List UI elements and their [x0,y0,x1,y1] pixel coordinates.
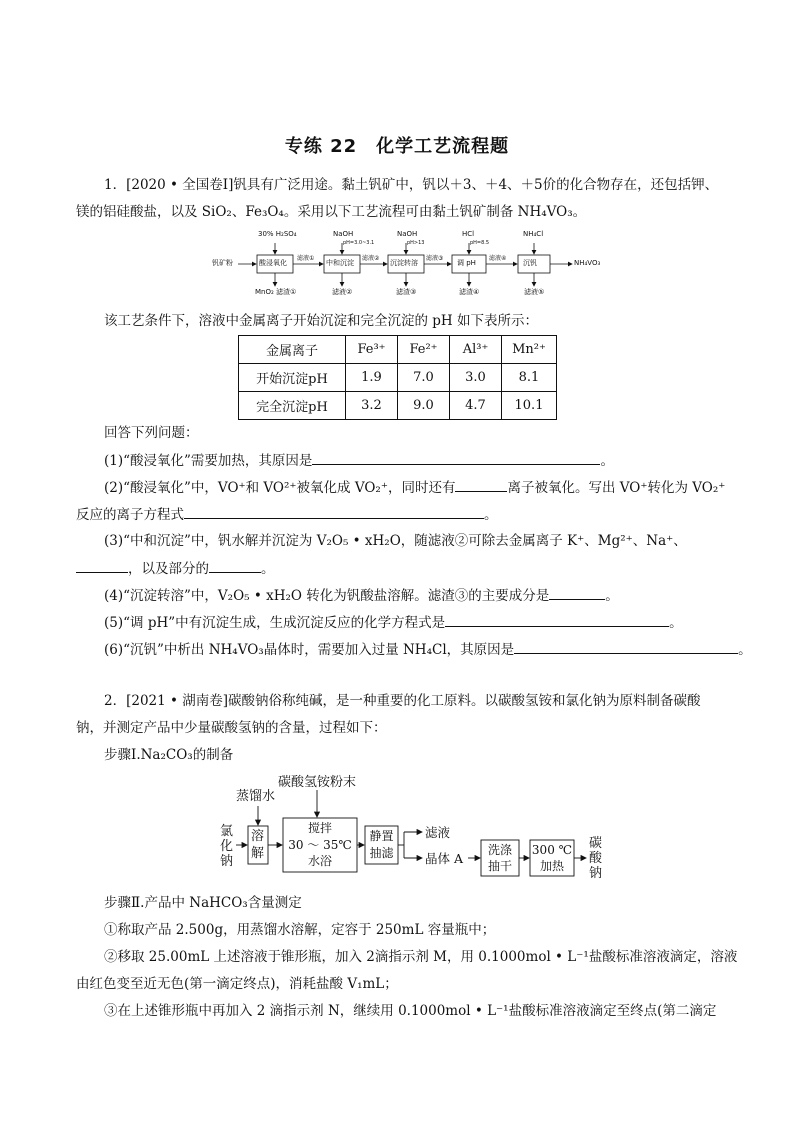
q2-m3: ③在上述锥形瓶中再加入 2 滴指示剂 N，继续用 0.1000mol • L⁻¹盐酸标准溶液滴定至终点(第二滴定 [104,1003,717,1019]
table-cell: 3.2 [346,392,398,420]
dissolve-char: 溶 [251,829,265,844]
period: 。 [600,453,614,469]
sub-question-3: (3)“中和沉淀”中，钒水解并沉淀为 V₂O₅ • xH₂O，随滤液②可除去金属离子 K⁺、Mg²⁺、Na⁺、 [104,533,687,549]
wash-line: 洗涤 [487,843,512,857]
powder-label: 碳酸氢铵粉末 [278,775,357,790]
filter-line: 静置 [369,829,394,843]
stir-label [283,820,357,870]
box-label-3: 沉淀转溶 [390,259,418,267]
box-label-1: 酸浸氧化 [259,259,287,267]
table-header-cell: Fe²⁺ [398,336,450,364]
sub-question-2-text-a: (2)“酸浸氧化”中，VO⁺和 VO²⁺被氧化成 VO₂⁺，同时还有 [104,480,456,496]
bottom-5: 滤液⑤ [524,288,545,296]
table-cell: 9.0 [398,392,450,420]
bottom-3: 滤渣③ [396,288,417,296]
table-cell: 10.1 [502,392,557,420]
period: 。 [605,588,619,604]
table-cell: 7.0 [398,364,450,392]
filter-line: 抽滤 [369,846,394,860]
period: 。 [738,642,752,658]
arrow-label-1: 滤液① [297,255,315,262]
dissolve-char: 解 [251,846,265,861]
heat-line: 加热 [539,859,564,873]
reagent-2: NaOH [333,230,354,238]
wash-line: 抽干 [487,859,512,873]
table-cell: 3.0 [450,364,502,392]
product-label [589,836,602,881]
flow-product: NH₄VO₃ [574,259,601,267]
q2-step1: 步骤Ⅰ.Na₂CO₃的制备 [104,747,234,763]
sub-question-6-text: (6)“沉钒”中析出 NH₄VO₃晶体时，需要加入过量 NH₄Cl，其原因是 [104,642,515,658]
period: 。 [261,561,275,577]
wash-label [481,842,519,874]
q2-m1: ①称取产品 2.500g，用蒸馏水溶解，定容于 250mL 容量瓶中； [104,922,496,938]
feed-char: 氯 [220,824,234,839]
page-title: 专练 22 化学工艺流程题 [284,136,510,157]
sub-question-2-text-b: 离子被氧化。写出 VO⁺转化为 VO₂⁺ [507,480,726,496]
table-intro: 该工艺条件下，溶液中金属离子开始沉淀和完全沉淀的 pH 如下表所示： [104,313,538,329]
condition-3: pH>13 [407,240,425,246]
q2-step2: 步骤Ⅱ.产品中 NaHCO₃含量测定 [104,895,302,911]
product-char: 钠 [589,866,603,881]
answer-intro: 回答下列问题： [104,425,199,441]
reagent-3: NaOH [397,230,418,238]
filtrate-label: 滤液 [425,825,451,840]
table-cell: 4.7 [450,392,502,420]
reagent-5: NH₄Cl [523,230,544,238]
box-label-2: 中和沉淀 [326,259,354,267]
condition-4: pH=8.5 [470,240,490,246]
box-label-5: 沉钒 [523,259,537,267]
reagent-4: HCl [462,230,475,238]
arrow-label-2: 滤液② [362,255,380,262]
bottom-2: 滤液② [332,288,353,296]
table-cell: 1.9 [346,364,398,392]
arrow-label-4: 滤液④ [489,255,507,262]
q2-m2b: 由红色变至近无色(第一滴定终点)，消耗盐酸 V₁mL； [76,976,398,992]
period: 。 [669,615,683,631]
sub-question-2-text-c: 反应的离子方程式 [76,507,184,523]
dissolve-label [251,828,264,862]
table-header-cell: Al³⁺ [450,336,502,364]
product-char: 酸 [589,851,603,866]
stir-line: 水浴 [307,854,332,868]
heat-line: 300 ℃ [531,843,573,857]
water-label: 蒸馏水 [236,789,276,804]
sub-question-5-text: (5)“调 pH”中有沉淀生成，生成沉淀反应的化学方程式是 [104,615,446,631]
table-header-cell: Mn²⁺ [502,336,557,364]
q2-line2: 钠，并测定产品中少量碳酸氢钠的含量，过程如下： [76,720,387,736]
table-cell: 8.1 [502,364,557,392]
feed-char: 钠 [220,854,234,869]
reagent-1: 30% H₂SO₄ [258,230,297,238]
product-char: 碳 [589,836,603,851]
feed-label [220,824,233,869]
table-cell: 完全沉淀pH [239,392,346,420]
sub-question-3-text-b: ，以及部分的 [128,561,209,577]
filter-label [365,828,398,862]
flow-feed: 钒矿粉 [212,259,233,267]
stir-line: 30 ～ 35℃ [288,837,352,852]
crystal-label: 晶体 A [425,851,464,866]
q2-m2a: ②移取 25.00mL 上述溶液于锥形瓶，加入 2滴指示剂 M，用 0.1000mol • L⁻¹盐酸标准溶液滴定，溶液 [104,949,738,965]
q2-line1: 2．[2021 • 湖南卷]碳酸钠俗称纯碱，是一种重要的化工原料。以碳酸氢铵和氯化钠为原料制备碳酸 [104,693,701,709]
condition-2: pH=3.0~3.1 [343,240,375,246]
period: 。 [484,507,498,523]
table-header-cell: Fe³⁺ [346,336,398,364]
stir-line: 搅拌 [307,821,332,835]
table-header-cell: 金属离子 [239,336,346,364]
heat-label [530,842,574,874]
arrow-label-3: 滤液③ [426,255,444,262]
sub-question-1-text: (1)“酸浸氧化”需要加热，其原因是 [104,453,313,469]
bottom-4: 滤渣④ [459,288,480,296]
sub-question-4-text: (4)“沉淀转溶”中，V₂O₅ • xH₂O 转化为钒酸盐溶解。滤渣③的主要成分是 [104,588,550,604]
box-label-4: 调 pH [457,259,476,267]
bottom-1: MnO₂ 滤渣① [255,288,297,296]
feed-char: 化 [220,839,234,854]
table-cell: 开始沉淀pH [239,364,346,392]
q1-line2: 镁的铝硅酸盐，以及 SiO₂、Fe₃O₄。采用以下工艺流程可由黏土钒矿制备 NH₄VO₃。 [76,204,587,220]
q1-line1: 1．[2020 • 全国卷Ⅰ]钒具有广泛用途。黏土钒矿中，钒以＋3、＋4、＋5价的化合物存在，还包括钾、 [104,177,719,193]
